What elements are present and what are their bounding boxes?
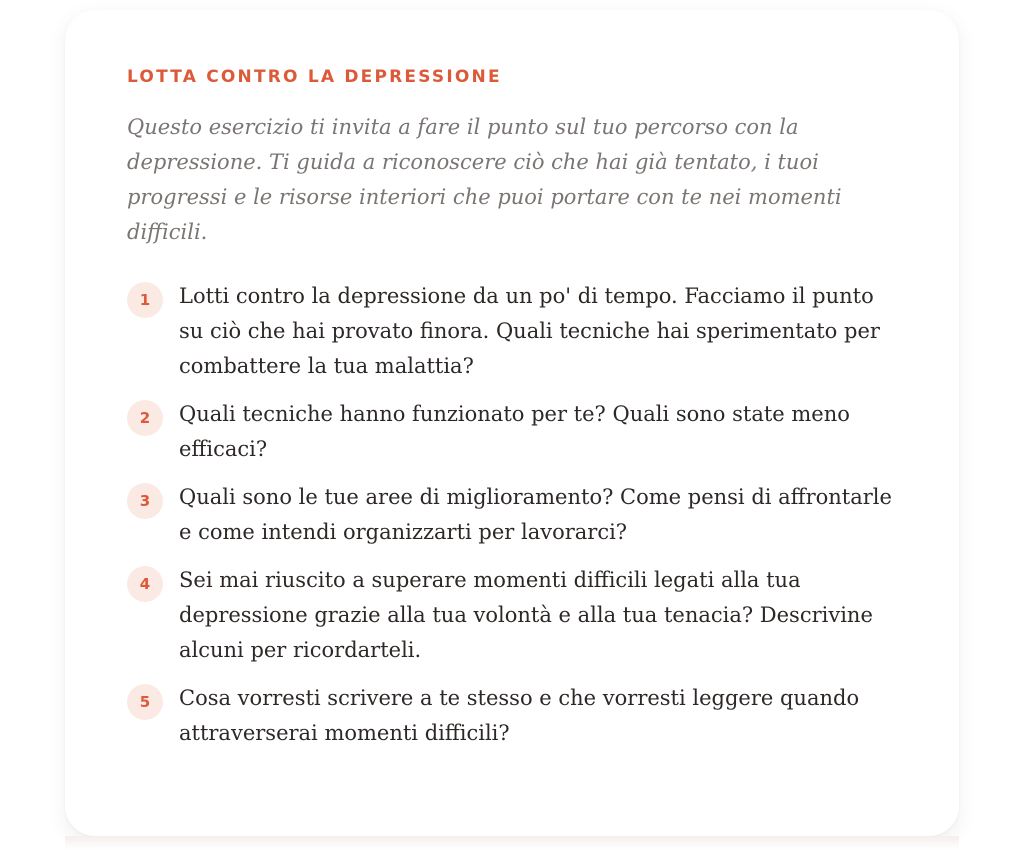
question-text: Lotti contro la depressione da un po' di tempo. Facciamo il punto su ciò che hai provato finora. Quali tecniche hai sperimentato per combattere la tua malattia? (179, 284, 880, 378)
question-text: Sei mai riuscito a superare momenti difficili legati alla tua depressione grazie alla tua volontà e alla tua tenacia? Descrivine alcuni per ricordarteli. (179, 568, 873, 662)
exercise-title: LOTTA CONTRO LA DEPRESSIONE (127, 67, 502, 87)
exercise-intro: Questo esercizio ti invita a fare il punto sul tuo percorso con la depressione. Ti guida a riconoscere ciò che hai già tentato, i tuoi progressi e le risorse interiori che puoi portare con te nei momenti difficili. (127, 115, 842, 244)
question-text: Cosa vorresti scrivere a te stesso e che vorresti leggere quando attraverserai momenti difficili? (179, 686, 860, 745)
question-item-3 (127, 487, 897, 550)
question-text: Quali tecniche hanno funzionato per te? Quali sono state meno efficaci? (179, 402, 850, 461)
question-number-badge: 5 (127, 684, 163, 720)
exercise-card (65, 10, 959, 836)
card-bottom-shadow (65, 836, 959, 850)
question-item-4 (127, 570, 897, 668)
question-list (127, 286, 897, 751)
question-item-5 (127, 688, 897, 751)
question-number-badge: 2 (127, 400, 163, 436)
question-number-badge: 1 (127, 282, 163, 318)
question-number-badge: 4 (127, 566, 163, 602)
question-item-2 (127, 404, 897, 467)
question-item-1 (127, 286, 897, 384)
question-text: Quali sono le tue aree di miglioramento? Come pensi di affrontarle e come intendi organizzarti per lavorarci? (179, 485, 892, 544)
question-number-badge: 3 (127, 483, 163, 519)
